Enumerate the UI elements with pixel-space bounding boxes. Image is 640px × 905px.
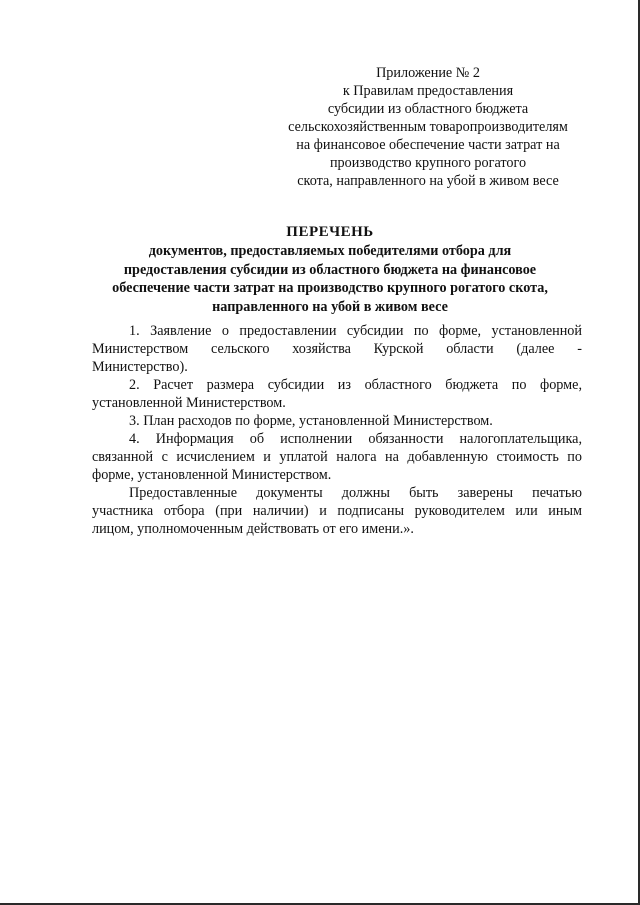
word: (далее xyxy=(516,341,555,357)
document-subtitle xyxy=(80,242,580,316)
paragraph-line: лицом, уполномоченным действовать от его имени.». xyxy=(92,521,414,537)
appendix-line: сельскохозяйственным товаропроизводителям xyxy=(288,119,568,135)
appendix-header xyxy=(268,64,588,190)
paragraph-line: 2. Расчет размера субсидии из областного бюджета по форме, xyxy=(129,377,582,393)
list-item-1 xyxy=(92,322,582,376)
document-heading xyxy=(80,223,580,316)
document-title: ПЕРЕЧЕНЬ xyxy=(286,224,374,240)
appendix-line: субсидии из областного бюджета xyxy=(327,101,529,117)
appendix-line: производство крупного рогатого xyxy=(329,155,527,171)
paragraph-line: связанной с исчислением и уплатой налога на добавленную стоимость по xyxy=(92,449,582,465)
word: сельского xyxy=(210,341,270,357)
document-body xyxy=(92,322,582,538)
list-item-3 xyxy=(92,412,582,430)
paragraph-line: Министерство). xyxy=(92,359,188,375)
paragraph-line: 1. Заявление о предоставлении субсидии по форме, установленной xyxy=(129,323,582,339)
subtitle-line: обеспечение части затрат на производство крупного рогатого скота, xyxy=(112,280,548,297)
subtitle-line: предоставления субсидии из областного бюджета на финансовое xyxy=(123,261,537,278)
appendix-line: на финансовое обеспечение части затрат на xyxy=(296,137,560,153)
word: области xyxy=(446,341,494,357)
paragraph-line: форме, установленной Министерством. xyxy=(92,467,332,483)
word: хозяйства xyxy=(292,341,351,357)
paragraph-line: участника отбора (при наличии) и подписаны руководителем или иным xyxy=(92,503,582,519)
subtitle-line: документов, предоставляемых победителями отбора для xyxy=(148,243,512,259)
list-item-2 xyxy=(92,376,582,412)
closing-paragraph xyxy=(92,484,582,538)
appendix-line: к Правилам предоставления xyxy=(342,83,514,99)
paragraph-line: 3. План расходов по форме, установленной Министерством. xyxy=(129,413,493,429)
word: - xyxy=(577,341,582,357)
list-item-4 xyxy=(92,430,582,484)
appendix-line: скота, направленного на убой в живом весе xyxy=(297,173,559,189)
word: Министерством xyxy=(92,341,189,357)
subtitle-line: направленного на убой в живом весе xyxy=(212,298,448,315)
paragraph-line: Предоставленные документы должны быть заверены печатью xyxy=(129,485,582,501)
paragraph-line: 4. Информация об исполнении обязанности налогоплательщика, xyxy=(129,431,582,447)
paragraph-line xyxy=(92,340,582,358)
word: Курской xyxy=(373,341,424,357)
appendix-line: Приложение № 2 xyxy=(376,65,480,81)
paragraph-line: установленной Министерством. xyxy=(92,395,286,411)
